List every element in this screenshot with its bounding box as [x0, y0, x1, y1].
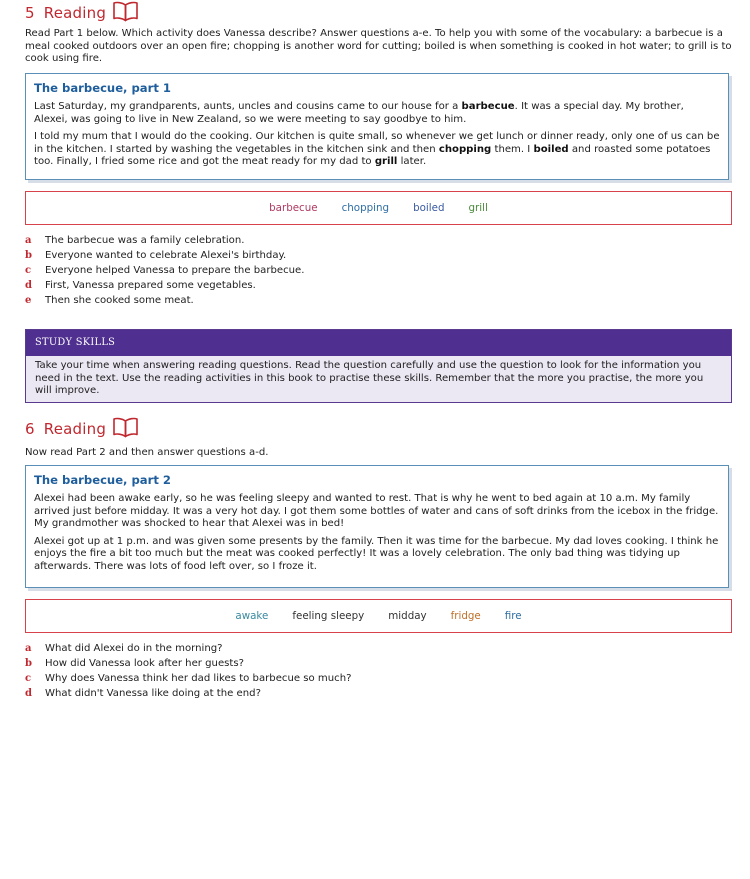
question-item — [25, 656, 725, 671]
word-box-2 — [25, 599, 732, 633]
question-text: The barbecue was a family celebration. — [45, 235, 245, 246]
question-text: How did Vanessa look after her guests? — [45, 658, 244, 669]
question-item — [25, 263, 725, 278]
text-paragraph: Last Saturday, my grandparents, aunts, uncles and cousins came to our house for a barbecue. It was a special day. My brother, Alexei, was going to live in New Zealand, so we were meeting to say goodbye to him. — [34, 101, 684, 125]
reading-text-part-2 — [25, 465, 729, 588]
question-list-1 — [25, 233, 725, 308]
section-title: Reading — [43, 4, 107, 22]
word-item: awake — [235, 610, 269, 622]
vocab-chopping: chopping — [438, 143, 492, 155]
question-letter: e — [25, 295, 32, 306]
question-text: What did Alexei do in the morning? — [45, 643, 223, 654]
word-item: grill — [468, 202, 488, 214]
question-list-2 — [25, 641, 725, 701]
text-paragraph: I told my mum that I would do the cooking. Our kitchen is quite small, so whenever we get lunch or dinner ready, only one of us can be in the kitchen. I started by washing the vegetables in the kitchen sink and then chopping them. I boiled and roasted some potatoes too. Finally, I fried some rice and got the meat ready for my dad to grill later. — [34, 131, 720, 168]
vocab-barbecue: barbecue — [461, 101, 515, 112]
word-item: midday — [388, 610, 427, 622]
vocab-grill: grill — [374, 156, 398, 168]
question-text: Why does Vanessa think her dad likes to barbecue so much? — [45, 673, 352, 684]
question-text: What didn't Vanessa like doing at the end? — [45, 688, 261, 699]
question-letter: b — [25, 250, 32, 261]
study-skills-body: Take your time when answering reading questions. Read the question carefully and use the question to look for the information you need in the text. Use the reading activities in this book to practise these skills. Remember that the more you practise, the more you will improve. — [35, 360, 704, 397]
section-5-instructions: Read Part 1 below. Which activity does Vanessa describe? Answer questions a-e. To help you with some of the vocabulary: a barbecue is a meal cooked outdoors over an open fire; chopping is another word for cutting; boiled is when something is cooked in hot water; to grill is to cook using fire. — [25, 28, 732, 65]
section-6-heading — [25, 416, 139, 442]
question-text: Everyone wanted to celebrate Alexei's birthday. — [45, 250, 287, 261]
text-title: The barbecue, part 2 — [34, 473, 171, 487]
word-item: boiled — [413, 202, 445, 214]
vocab-boiled: boiled — [533, 143, 569, 155]
question-item — [25, 641, 725, 656]
word-item: barbecue — [269, 202, 318, 214]
word-item: fridge — [450, 610, 481, 622]
word-item: feeling sleepy — [292, 610, 365, 622]
question-text: First, Vanessa prepared some vegetables. — [45, 280, 256, 291]
question-item — [25, 686, 725, 701]
study-skills-heading: STUDY SKILLS — [26, 330, 731, 356]
section-number: 5 — [25, 4, 35, 22]
section-5-heading — [25, 0, 139, 26]
text-paragraph: Alexei got up at 1 p.m. and was given some presents by the family. Then it was time for the barbecue. My dad loves cooking. I think he enjoys the fire a bit too much but the meat was cooked perfectly! It was a lovely celebration. The only bad thing was tidying up afterwards. There was lots of food left over, so I froze it. — [34, 535, 719, 572]
question-letter: a — [25, 235, 32, 246]
question-letter: c — [25, 673, 32, 684]
section-number: 6 — [25, 420, 35, 438]
book-icon — [112, 416, 139, 442]
text-title: The barbecue, part 1 — [34, 81, 171, 95]
question-text: Everyone helped Vanessa to prepare the barbecue. — [45, 265, 305, 276]
text-paragraph: Alexei had been awake early, so he was feeling sleepy and wanted to rest. That is why he went to bed again at 10 a.m. My family arrived just before midday. It was a very hot day. I got them some bottles of water and cans of soft drinks from the icebox in the fridge. My grandmother was shocked to hear that Alexei was in bed! — [34, 493, 719, 530]
question-letter: b — [25, 658, 32, 669]
word-item: fire — [504, 610, 522, 622]
question-item — [25, 293, 725, 308]
reading-text-part-1 — [25, 73, 729, 180]
word-box-1 — [25, 191, 732, 225]
question-item — [25, 671, 725, 686]
question-letter: a — [25, 643, 32, 654]
question-letter: c — [25, 265, 32, 276]
book-icon — [112, 0, 139, 26]
question-letter: d — [25, 688, 32, 699]
question-text: Then she cooked some meat. — [45, 295, 194, 306]
question-letter: d — [25, 280, 32, 291]
question-item — [25, 278, 725, 293]
study-skills-box — [25, 329, 732, 403]
question-item — [25, 248, 725, 263]
question-item — [25, 233, 725, 248]
section-6-instructions: Now read Part 2 and then answer questions a-d. — [25, 447, 269, 458]
word-item: chopping — [341, 202, 390, 214]
section-title: Reading — [43, 420, 107, 438]
